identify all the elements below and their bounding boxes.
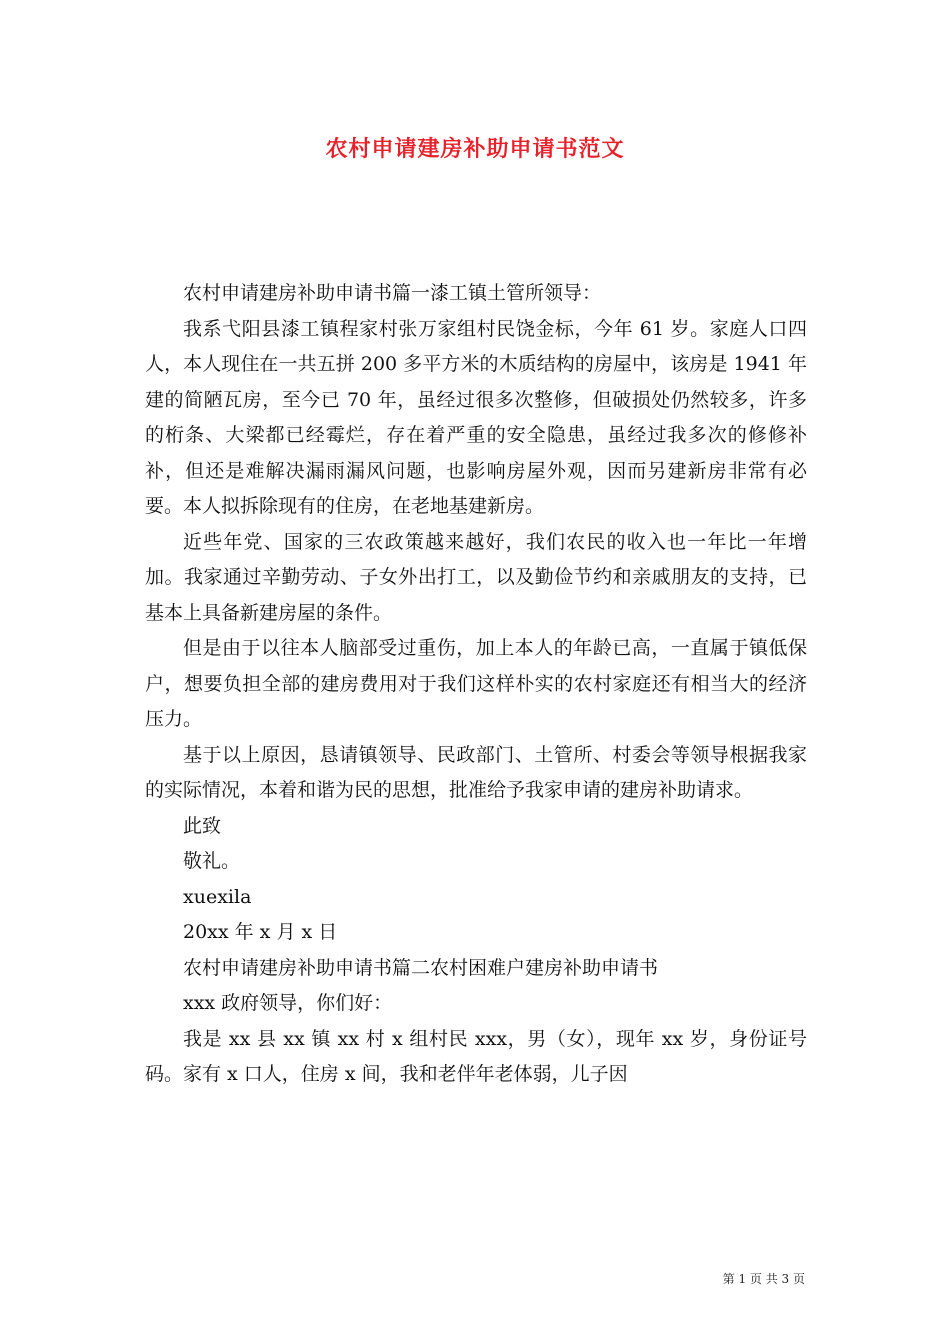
document-body bbox=[145, 276, 807, 1093]
document-title: 农村申请建房补助申请书范文 bbox=[325, 137, 625, 162]
paragraph-3: 但是由于以往本人脑部受过重伤，加上本人的年龄已高，一直属于镇低保户，想要负担全部的建房费用对于我们这样朴实的农村家庭还有相当大的经济压力。 bbox=[145, 637, 807, 730]
closing-regards: 敬礼。 bbox=[183, 850, 241, 872]
paragraph-heading-2: 农村申请建房补助申请书篇二农村困难户建房补助申请书 bbox=[183, 956, 659, 979]
signature: xuexila bbox=[183, 885, 252, 908]
date-line: 20xx 年 x 月 x 日 bbox=[183, 921, 338, 943]
paragraph-5: 我是 xx 县 xx 镇 xx 村 x 组村民 xxx，男（女），现年 xx 岁，身份证号码。家有 x 口人，住房 x 间，我和老伴年老体弱，儿子因 bbox=[145, 1027, 807, 1085]
closing-salutation: 此致 bbox=[183, 814, 222, 837]
paragraph-heading-1: 农村申请建房补助申请书篇一漆工镇土管所领导： bbox=[183, 282, 602, 304]
paragraph-2: 近些年党、国家的三农政策越来越好，我们农民的收入也一年比一年增加。我家通过辛勤劳动、子女外出打工，以及勤俭节约和亲戚朋友的支持，已基本上具备新建房屋的条件。 bbox=[145, 530, 807, 624]
page-number: 第 1 页 共 3 页 bbox=[722, 1272, 805, 1286]
greeting-line: xxx 政府领导，你们好： bbox=[183, 992, 393, 1014]
paragraph-1: 我系弋阳县漆工镇程家村张万家组村民饶金标，今年 61 岁。家庭人口四人，本人现住在一共五拼 200 多平方米的木质结构的房屋中，该房是 1941 年建的简陋瓦房，至今已 70 年，虽经过很多次整修，但破损处仍然较多，许多的桁条、大梁都已经霉烂，存在着严重的安全隐患，虽经过我多次的修修补补，但还是难解决漏雨漏风问题，也影响房屋外观，因而另建新房非常有必要。本人拟拆除现有的住房，在老地基建新房。 bbox=[145, 317, 807, 517]
paragraph-4: 基于以上原因，恳请镇领导、民政部门、土管所、村委会等领导根据我家的实际情况，本着和谐为民的思想，批准给予我家申请的建房补助请求。 bbox=[145, 743, 807, 801]
